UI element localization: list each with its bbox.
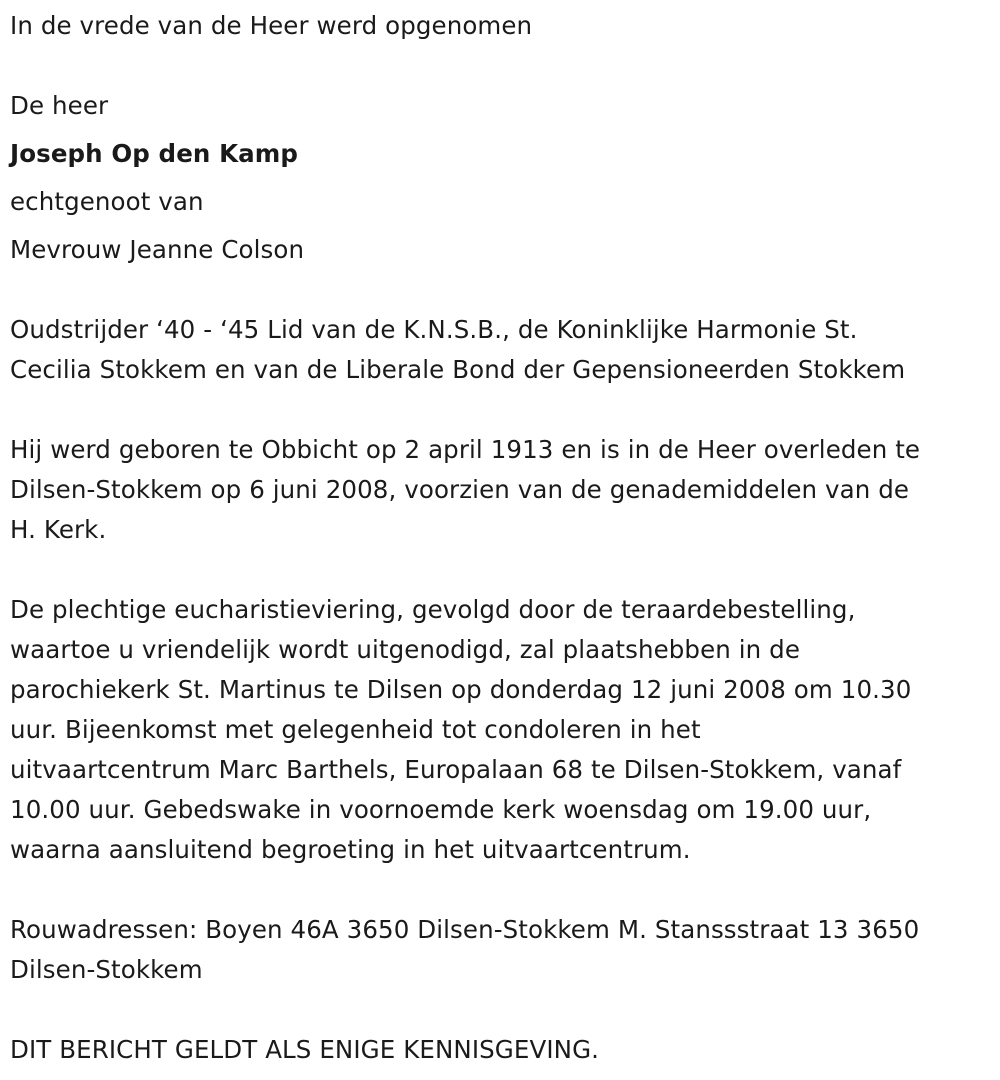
membership-paragraph (10, 310, 995, 390)
spacer (10, 126, 995, 134)
paragraph-line: H. Kerk. (10, 515, 107, 544)
paragraph-line: De plechtige eucharistieviering, gevolgd door de teraardebestelling, (10, 595, 856, 624)
paragraph-line: uitvaartcentrum Marc Barthels, Europalaan 68 te Dilsen-Stokkem, vanaf (10, 755, 902, 784)
closing-statement: DIT BERICHT GELDT ALS ENIGE KENNISGEVING. (10, 1035, 600, 1064)
ceremony-paragraph (10, 590, 995, 870)
paragraph-line: waartoe u vriendelijk wordt uitgenodigd, zal plaatshebben in de (10, 635, 801, 664)
spacer (10, 390, 995, 430)
spacer (10, 46, 995, 86)
salutation: De heer (10, 91, 109, 120)
paragraph-line: Oudstrijder ‘40 - ‘45 Lid van de K.N.S.B., de Koninklijke Harmonie St. (10, 315, 858, 344)
paragraph-line: 10.00 uur. Gebedswake in voornoemde kerk woensdag om 19.00 uur, (10, 795, 872, 824)
paragraph-line: Rouwadressen: Boyen 46A 3650 Dilsen-Stokkem M. Stanssstraat 13 3650 (10, 915, 920, 944)
spacer (10, 174, 995, 182)
spouse-name: Mevrouw Jeanne Colson (10, 235, 305, 264)
spacer (10, 550, 995, 590)
paragraph-line: Cecilia Stokkem en van de Liberale Bond der Gepensioneerden Stokkem (10, 355, 906, 384)
paragraph-line: uur. Bijeenkomst met gelegenheid tot condoleren in het (10, 715, 701, 744)
paragraph-line: parochiekerk St. Martinus te Dilsen op donderdag 12 juni 2008 om 10.30 (10, 675, 912, 704)
spacer (10, 990, 995, 1030)
death-notice (10, 6, 995, 1070)
paragraph-line: Hij werd geboren te Obbicht op 2 april 1913 en is in de Heer overleden te (10, 435, 921, 464)
paragraph-line: Dilsen-Stokkem (10, 955, 203, 984)
deceased-name: Joseph Op den Kamp (10, 139, 299, 168)
address-paragraph (10, 910, 995, 990)
spacer (10, 870, 995, 910)
spouse-label: echtgenoot van (10, 187, 204, 216)
paragraph-line: waarna aansluitend begroeting in het uitvaartcentrum. (10, 835, 691, 864)
birth-death-paragraph (10, 430, 995, 550)
spacer (10, 270, 995, 310)
paragraph-line: Dilsen-Stokkem op 6 juni 2008, voorzien van de genademiddelen van de (10, 475, 910, 504)
spacer (10, 222, 995, 230)
intro-text: In de vrede van de Heer werd opgenomen (10, 11, 533, 40)
